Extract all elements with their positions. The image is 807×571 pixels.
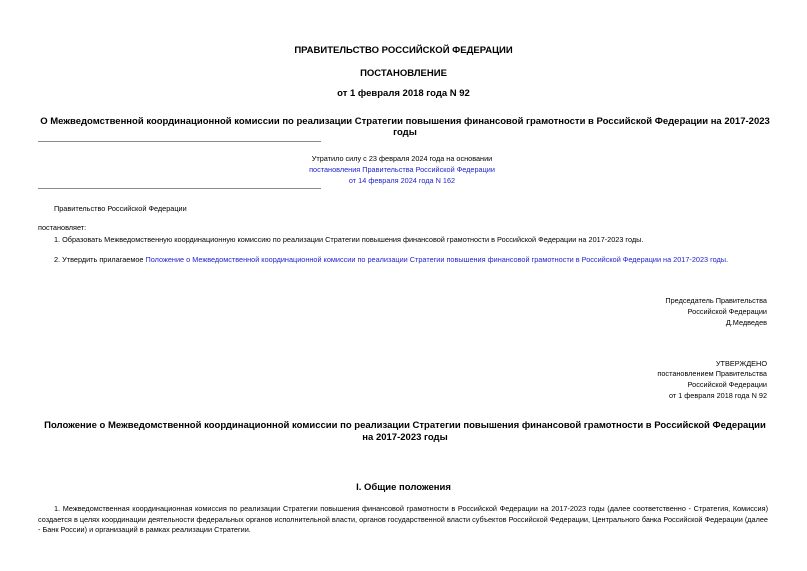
clause-1: 1. Образовать Межведомственную координационную комиссию по реализации Стратегии повышения финансовой грамотности в Российской Федерации на 2017-2023 годы.	[54, 235, 644, 244]
approval-date: от 1 февраля 2018 года N 92	[668, 391, 767, 400]
doc-type-heading: ПОСТАНОВЛЕНИЕ	[360, 68, 447, 79]
clause-2-suffix: .	[726, 255, 729, 264]
status-note-text: Утратило силу с 23 февраля 2024 года на основании	[311, 154, 493, 163]
clause-2-prefix: 2. Утвердить прилагаемое	[54, 255, 146, 264]
status-note-link-decree[interactable]: постановления Правительства Российской Федерации	[309, 165, 495, 174]
approval-by: постановлением Правительства	[657, 369, 767, 378]
date-number-heading: от 1 февраля 2018 года N 92	[337, 88, 470, 99]
resolves-line: постановляет:	[38, 223, 87, 232]
approval-country: Российской Федерации	[687, 380, 767, 389]
paragraph-1: 1. Межведомственная координационная комиссия по реализации Стратегии повышения финансовой грамотности в Российской Федерации на 2017-2023 годы (далее соответственно - Стратегия, Комиссия) создается в целях координации деятельности федеральных органов исполнительной власти, органов государственной власти субъектов Российской Федерации, Центрального банка Российской Федерации (далее - Банк России) и организаций в рамках реализации Стратегии.	[38, 504, 768, 534]
status-note-link-date[interactable]: от 14 февраля 2024 года N 162	[348, 176, 456, 185]
clause-2	[54, 255, 728, 264]
signature-position: Председатель Правительства	[665, 296, 767, 305]
divider-top	[38, 141, 321, 142]
government-line: Правительство Российской Федерации	[54, 204, 187, 213]
regulation-link[interactable]: Положение о Межведомственной координационной комиссии по реализации Стратегии повышения финансовой грамотности в Российской Федерации на 2017-2023 годы	[145, 255, 726, 264]
annex-title: Положение о Межведомственной координационной комиссии по реализации Стратегии повышения финансовой грамотности в Российской Федерации на 2017-2023 годы	[44, 420, 766, 443]
signature-country: Российской Федерации	[687, 307, 767, 316]
document-title: О Межведомственной координационной комиссии по реализации Стратегии повышения финансовой грамотности в Российской Федерации на 2017-2023 годы	[40, 116, 770, 138]
approval-stamp: УТВЕРЖДЕНО	[715, 359, 767, 368]
organization-heading: ПРАВИТЕЛЬСТВО РОССИЙСКОЙ ФЕДЕРАЦИИ	[294, 45, 513, 56]
section-title: I. Общие положения	[356, 482, 451, 493]
signature-name: Д.Медведев	[725, 318, 767, 327]
divider-bottom	[38, 188, 321, 189]
